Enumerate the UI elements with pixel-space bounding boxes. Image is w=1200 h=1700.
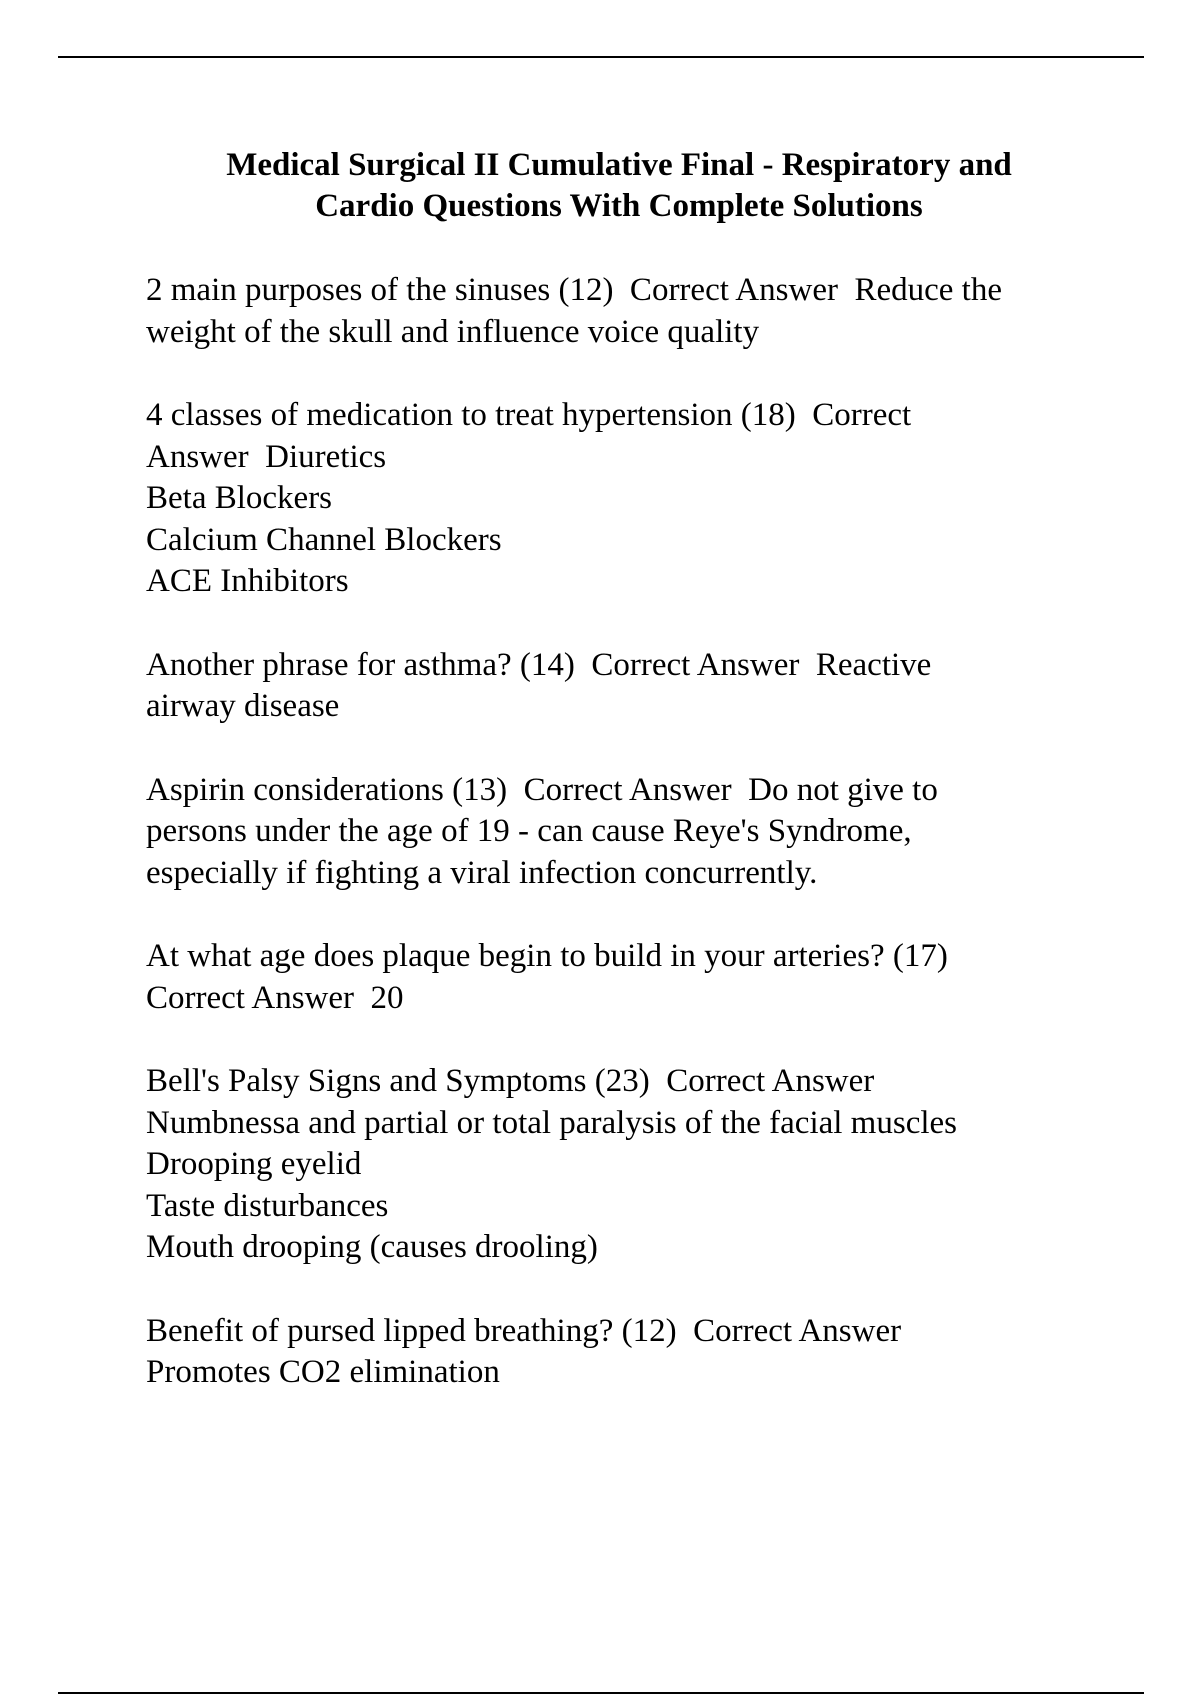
qa-line: Aspirin considerations (13) Correct Answer Do not give to: [146, 771, 938, 808]
qa-line: ACE Inhibitors: [146, 563, 349, 599]
header-rule: [58, 56, 1144, 58]
qa-item: [146, 395, 1116, 603]
qa-item: [146, 645, 1116, 728]
qa-line: Taste disturbances: [146, 1187, 389, 1224]
qa-line: Answer Diuretics: [146, 438, 387, 475]
qa-line: Numbnessa and partial or total paralysis of the facial muscles: [146, 1104, 957, 1141]
qa-line: Drooping eyelid: [146, 1146, 362, 1182]
title-line: Cardio Questions With Complete Solutions: [315, 188, 923, 224]
qa-item: [146, 1311, 1116, 1394]
qa-line: airway disease: [146, 688, 340, 724]
qa-line: Promotes CO2 elimination: [146, 1354, 500, 1390]
qa-line: persons under the age of 19 - can cause Reye's Syndrome,: [146, 813, 912, 849]
qa-item: [146, 270, 1116, 353]
qa-line: Mouth drooping (causes drooling): [146, 1229, 598, 1265]
qa-item: [146, 770, 1116, 895]
qa-line: Correct Answer 20: [146, 979, 404, 1016]
footer-rule: [58, 1692, 1144, 1694]
qa-item: [146, 936, 1116, 1019]
qa-line: Benefit of pursed lipped breathing? (12) Correct Answer: [146, 1312, 902, 1349]
qa-line: Another phrase for asthma? (14) Correct Answer Reactive: [146, 646, 932, 683]
qa-line: 4 classes of medication to treat hypertension (18) Correct: [146, 397, 912, 433]
qa-line: Bell's Palsy Signs and Symptoms (23) Correct Answer: [146, 1063, 875, 1099]
title-line: Medical Surgical II Cumulative Final - Respiratory and: [226, 147, 1012, 183]
qa-line: Beta Blockers: [146, 480, 333, 516]
qa-item: [146, 1061, 1116, 1269]
document-title: [145, 145, 1093, 227]
qa-line: Calcium Channel Blockers: [146, 521, 502, 558]
qa-list: [146, 270, 1116, 1436]
qa-line: especially if fighting a viral infection concurrently.: [146, 854, 818, 891]
qa-line: At what age does plaque begin to build in your arteries? (17): [146, 938, 948, 974]
qa-line: weight of the skull and influence voice quality: [146, 313, 760, 350]
qa-line: 2 main purposes of the sinuses (12) Correct Answer Reduce the: [146, 272, 1002, 308]
